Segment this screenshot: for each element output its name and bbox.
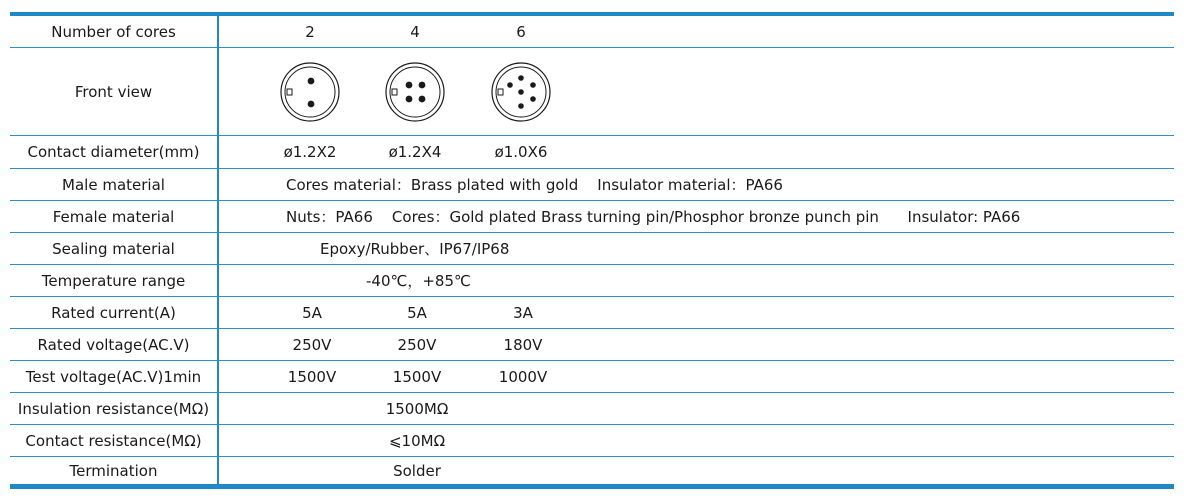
cores-value-1: 2 xyxy=(305,22,315,41)
test-voltage-value-1: 1500V xyxy=(287,367,337,386)
row-label: Front view xyxy=(10,48,219,135)
row-contact-resistance xyxy=(10,425,1174,457)
front-view-4-core xyxy=(380,48,450,135)
row-contact-diameter xyxy=(10,136,1174,169)
row-label: Insulation resistance(MΩ) xyxy=(10,393,219,424)
row-test-voltage xyxy=(10,361,1174,393)
connector-4-core-icon xyxy=(384,61,446,123)
test-voltage-value-3: 1000V xyxy=(498,367,548,386)
connector-6-core-icon xyxy=(490,61,552,123)
rated-voltage-value-2: 250V xyxy=(397,335,437,354)
row-label: Rated current(A) xyxy=(10,297,219,328)
front-view-2-core xyxy=(275,48,345,135)
cores-value-2: 4 xyxy=(410,22,420,41)
row-number-of-cores xyxy=(10,16,1174,48)
row-insulation-resistance xyxy=(10,393,1174,425)
row-label: Contact resistance(MΩ) xyxy=(10,425,219,456)
contact-diameter-value-1: ø1.2X2 xyxy=(283,143,337,161)
row-label: Termination xyxy=(10,457,219,484)
row-label: Male material xyxy=(10,169,219,200)
row-temperature-range xyxy=(10,265,1174,297)
temperature-range-value: -40℃，+85℃ xyxy=(366,272,471,290)
test-voltage-value-2: 1500V xyxy=(392,367,442,386)
row-label: Contact diameter(mm) xyxy=(10,136,219,168)
contact-diameter-value-2: ø1.2X4 xyxy=(388,143,442,161)
rated-voltage-value-3: 180V xyxy=(503,335,543,354)
row-label: Temperature range xyxy=(10,265,219,296)
row-rated-current xyxy=(10,297,1174,329)
row-label: Test voltage(AC.V)1min xyxy=(10,361,219,392)
connector-2-core-icon xyxy=(279,61,341,123)
row-label: Number of cores xyxy=(10,16,219,47)
rated-current-value-2: 5A xyxy=(407,303,427,322)
row-front-view xyxy=(10,48,1174,136)
row-sealing-material xyxy=(10,233,1174,265)
row-female-material xyxy=(10,201,1174,233)
front-view-6-core xyxy=(486,48,556,135)
cores-value-3: 6 xyxy=(516,22,526,41)
contact-diameter-value-3: ø1.0X6 xyxy=(494,143,548,161)
contact-resistance-value: ⩽10MΩ xyxy=(388,431,446,450)
row-label: Sealing material xyxy=(10,233,219,264)
rated-voltage-value-1: 250V xyxy=(292,335,332,354)
insulation-resistance-value: 1500MΩ xyxy=(385,399,449,418)
rated-current-value-1: 5A xyxy=(302,303,322,322)
row-termination xyxy=(10,457,1174,484)
sealing-material-value: Epoxy/Rubber、IP67/IP68 xyxy=(320,240,510,258)
row-male-material xyxy=(10,169,1174,201)
row-label: Female material xyxy=(10,201,219,232)
rated-current-value-3: 3A xyxy=(513,303,533,322)
spec-table xyxy=(10,12,1174,489)
termination-value: Solder xyxy=(393,461,441,480)
female-material-value: Nuts：PA66 Cores：Gold plated Brass turning pin/Phosphor bronze punch pin Insulator: PA66 xyxy=(286,208,1021,226)
row-label: Rated voltage(AC.V) xyxy=(10,329,219,360)
row-rated-voltage xyxy=(10,329,1174,361)
male-material-value: Cores material：Brass plated with gold Insulator material：PA66 xyxy=(286,176,783,194)
